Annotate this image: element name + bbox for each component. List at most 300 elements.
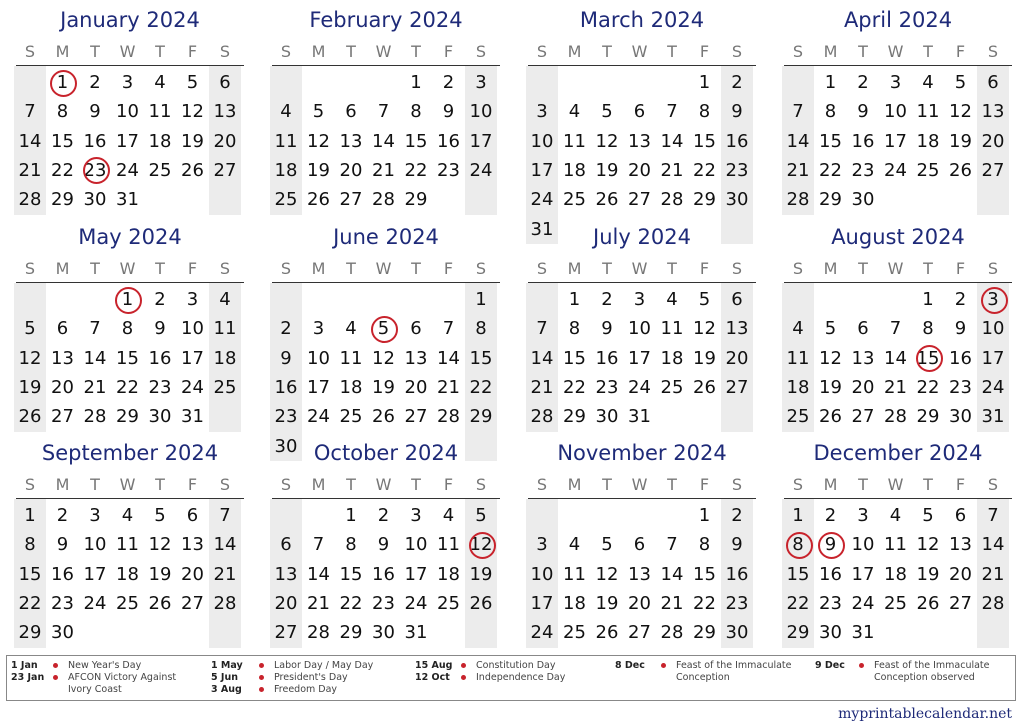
day-cell[interactable]: 12: [307, 130, 330, 152]
day-cell[interactable]: 12: [595, 563, 619, 585]
day-cell[interactable]: 29: [786, 622, 810, 644]
day-cell[interactable]: 10: [116, 101, 139, 123]
day-cell[interactable]: 5: [824, 318, 837, 340]
day-cell[interactable]: 23: [949, 376, 972, 398]
day-cell[interactable]: 14: [530, 347, 554, 369]
day-cell[interactable]: 9: [56, 534, 69, 556]
day-cell[interactable]: 25: [213, 376, 237, 398]
day-cell[interactable]: 10: [628, 318, 651, 340]
day-cell[interactable]: 16: [83, 130, 107, 152]
day-cell[interactable]: 4: [666, 289, 678, 310]
day-cell[interactable]: 21: [18, 159, 42, 181]
day-cell[interactable]: 16: [819, 563, 842, 585]
day-cell[interactable]: 17: [530, 592, 554, 614]
day-cell[interactable]: 22: [693, 159, 716, 181]
day-cell[interactable]: 24: [530, 189, 554, 211]
day-cell[interactable]: 8: [698, 534, 711, 556]
day-cell[interactable]: 28: [786, 189, 810, 211]
day-cell[interactable]: 7: [666, 534, 678, 556]
day-cell[interactable]: 20: [339, 159, 363, 181]
day-cell[interactable]: 27: [949, 592, 972, 614]
day-cell[interactable]: 6: [56, 318, 69, 340]
day-cell[interactable]: 6: [954, 505, 967, 526]
day-cell[interactable]: 1: [698, 505, 711, 526]
day-cell[interactable]: 9: [89, 101, 101, 123]
day-cell[interactable]: 9: [954, 318, 967, 340]
day-cell[interactable]: 3: [857, 505, 869, 526]
day-cell[interactable]: 30: [851, 189, 875, 211]
day-cell[interactable]: 7: [312, 534, 325, 556]
day-cell[interactable]: 1: [698, 72, 711, 93]
day-cell[interactable]: 25: [884, 592, 907, 614]
day-cell[interactable]: 10: [404, 534, 428, 556]
day-cell[interactable]: 13: [949, 534, 972, 556]
day-cell[interactable]: 9: [824, 534, 837, 556]
day-cell[interactable]: 15: [563, 347, 586, 369]
day-cell[interactable]: 10: [181, 318, 204, 340]
day-cell[interactable]: 20: [274, 592, 298, 614]
day-cell[interactable]: 22: [339, 592, 363, 614]
day-cell[interactable]: 10: [981, 318, 1005, 340]
day-cell[interactable]: 12: [595, 130, 619, 152]
day-cell[interactable]: 12: [819, 347, 842, 369]
day-cell[interactable]: 7: [792, 101, 804, 123]
day-cell[interactable]: 21: [660, 159, 684, 181]
day-cell[interactable]: 14: [18, 130, 42, 152]
day-cell[interactable]: 31: [530, 218, 554, 240]
day-cell[interactable]: 14: [372, 130, 395, 152]
day-cell[interactable]: 29: [563, 406, 586, 428]
day-cell[interactable]: 1: [24, 505, 36, 526]
day-cell[interactable]: 27: [628, 189, 651, 211]
day-cell[interactable]: 17: [530, 159, 554, 181]
day-cell[interactable]: 26: [18, 406, 42, 428]
day-cell[interactable]: 20: [725, 347, 749, 369]
day-cell[interactable]: 22: [51, 159, 74, 181]
day-cell[interactable]: 1: [410, 72, 422, 93]
day-cell[interactable]: 17: [83, 563, 107, 585]
day-cell[interactable]: 6: [186, 505, 199, 526]
day-cell[interactable]: 18: [213, 347, 237, 369]
day-cell[interactable]: 8: [698, 101, 711, 123]
day-cell[interactable]: 7: [219, 505, 231, 526]
day-cell[interactable]: 4: [345, 318, 357, 340]
day-cell[interactable]: 8: [345, 534, 357, 556]
day-cell[interactable]: 11: [563, 130, 586, 152]
day-cell[interactable]: 8: [475, 318, 487, 340]
day-cell[interactable]: 30: [372, 622, 395, 644]
day-cell[interactable]: 13: [725, 318, 749, 340]
day-cell[interactable]: 25: [148, 159, 172, 181]
day-cell[interactable]: 11: [213, 318, 237, 340]
day-cell[interactable]: 20: [51, 376, 74, 398]
day-cell[interactable]: 16: [148, 347, 172, 369]
day-cell[interactable]: 9: [601, 318, 613, 340]
day-cell[interactable]: 30: [148, 406, 172, 428]
day-cell[interactable]: 25: [916, 159, 940, 181]
day-cell[interactable]: 5: [154, 505, 166, 526]
day-cell[interactable]: 31: [181, 406, 204, 428]
day-cell[interactable]: 19: [469, 563, 493, 585]
day-cell[interactable]: 10: [884, 101, 907, 123]
day-cell[interactable]: 17: [404, 563, 428, 585]
day-cell[interactable]: 27: [213, 159, 237, 181]
day-cell[interactable]: 20: [628, 592, 651, 614]
day-cell[interactable]: 6: [345, 101, 357, 123]
day-cell[interactable]: 30: [725, 189, 749, 211]
day-cell[interactable]: 23: [595, 376, 619, 398]
day-cell[interactable]: 3: [889, 72, 902, 93]
day-cell[interactable]: 28: [83, 406, 107, 428]
day-cell[interactable]: 8: [24, 534, 36, 556]
day-cell[interactable]: 26: [916, 592, 940, 614]
day-cell[interactable]: 4: [922, 72, 934, 93]
day-cell[interactable]: 5: [601, 534, 613, 556]
day-cell[interactable]: 11: [274, 130, 298, 152]
day-cell[interactable]: 21: [83, 376, 107, 398]
day-cell[interactable]: 19: [819, 376, 842, 398]
day-cell[interactable]: 18: [660, 347, 684, 369]
day-cell[interactable]: 21: [660, 592, 684, 614]
day-cell[interactable]: 17: [851, 563, 875, 585]
day-cell[interactable]: 11: [116, 534, 139, 556]
day-cell[interactable]: 13: [628, 563, 651, 585]
day-cell[interactable]: 17: [628, 347, 651, 369]
day-cell[interactable]: 25: [437, 592, 460, 614]
day-cell[interactable]: 29: [693, 622, 716, 644]
day-cell[interactable]: 20: [981, 130, 1005, 152]
day-cell[interactable]: 26: [469, 592, 493, 614]
day-cell[interactable]: 29: [404, 189, 428, 211]
day-cell[interactable]: 3: [475, 72, 487, 93]
day-cell[interactable]: 21: [372, 159, 395, 181]
day-cell[interactable]: 4: [121, 505, 134, 526]
day-cell[interactable]: 30: [949, 406, 972, 428]
day-cell[interactable]: 28: [437, 406, 460, 428]
day-cell[interactable]: 14: [660, 130, 684, 152]
day-cell[interactable]: 12: [693, 318, 716, 340]
day-cell[interactable]: 12: [469, 534, 493, 556]
day-cell[interactable]: 3: [987, 289, 999, 310]
day-cell[interactable]: 9: [377, 534, 390, 556]
day-cell[interactable]: 30: [725, 622, 749, 644]
day-cell[interactable]: 22: [18, 592, 42, 614]
day-cell[interactable]: 13: [213, 101, 237, 123]
day-cell[interactable]: 9: [731, 101, 743, 123]
day-cell[interactable]: 6: [410, 318, 422, 340]
day-cell[interactable]: 5: [475, 505, 487, 526]
day-cell[interactable]: 19: [595, 159, 619, 181]
day-cell[interactable]: 29: [916, 406, 940, 428]
day-cell[interactable]: 28: [660, 189, 684, 211]
day-cell[interactable]: 8: [56, 101, 69, 123]
day-cell[interactable]: 27: [851, 406, 875, 428]
day-cell[interactable]: 14: [981, 534, 1005, 556]
day-cell[interactable]: 14: [83, 347, 107, 369]
day-cell[interactable]: 1: [824, 72, 837, 93]
day-cell[interactable]: 2: [89, 72, 101, 93]
day-cell[interactable]: 26: [148, 592, 172, 614]
day-cell[interactable]: 9: [154, 318, 166, 340]
day-cell[interactable]: 7: [666, 101, 678, 123]
day-cell[interactable]: 2: [442, 72, 455, 93]
day-cell[interactable]: 1: [922, 289, 934, 310]
day-cell[interactable]: 3: [536, 101, 548, 123]
day-cell[interactable]: 25: [660, 376, 684, 398]
day-cell[interactable]: 28: [307, 622, 330, 644]
day-cell[interactable]: 4: [889, 505, 902, 526]
day-cell[interactable]: 6: [280, 534, 292, 556]
site-brand[interactable]: myprintablecalendar.net: [838, 706, 1012, 722]
day-cell[interactable]: 21: [786, 159, 810, 181]
day-cell[interactable]: 8: [121, 318, 134, 340]
day-cell[interactable]: 3: [312, 318, 325, 340]
day-cell[interactable]: 14: [660, 563, 684, 585]
day-cell[interactable]: 4: [568, 534, 581, 556]
day-cell[interactable]: 2: [954, 289, 967, 310]
day-cell[interactable]: 6: [731, 289, 743, 310]
day-cell[interactable]: 18: [563, 159, 586, 181]
day-cell[interactable]: 13: [404, 347, 428, 369]
day-cell[interactable]: 3: [633, 289, 646, 310]
day-cell[interactable]: 1: [345, 505, 357, 526]
day-cell[interactable]: 2: [377, 505, 390, 526]
day-cell[interactable]: 6: [633, 101, 646, 123]
day-cell[interactable]: 15: [469, 347, 493, 369]
day-cell[interactable]: 5: [601, 101, 613, 123]
day-cell[interactable]: 6: [633, 534, 646, 556]
day-cell[interactable]: 20: [949, 563, 972, 585]
day-cell[interactable]: 12: [181, 101, 204, 123]
day-cell[interactable]: 9: [731, 534, 743, 556]
day-cell[interactable]: 17: [181, 347, 204, 369]
day-cell[interactable]: 9: [442, 101, 455, 123]
day-cell[interactable]: 29: [693, 189, 716, 211]
day-cell[interactable]: 8: [922, 318, 934, 340]
day-cell[interactable]: 30: [51, 622, 74, 644]
day-cell[interactable]: 23: [819, 592, 842, 614]
day-cell[interactable]: 24: [181, 376, 204, 398]
day-cell[interactable]: 24: [116, 159, 139, 181]
day-cell[interactable]: 13: [181, 534, 204, 556]
day-cell[interactable]: 28: [372, 189, 395, 211]
day-cell[interactable]: 3: [186, 289, 199, 310]
day-cell[interactable]: 28: [18, 189, 42, 211]
day-cell[interactable]: 25: [116, 592, 139, 614]
day-cell[interactable]: 16: [372, 563, 395, 585]
day-cell[interactable]: 14: [884, 347, 907, 369]
day-cell[interactable]: 8: [824, 101, 837, 123]
day-cell[interactable]: 10: [83, 534, 107, 556]
day-cell[interactable]: 27: [981, 159, 1005, 181]
day-cell[interactable]: 21: [307, 592, 330, 614]
day-cell[interactable]: 21: [213, 563, 237, 585]
day-cell[interactable]: 28: [981, 592, 1005, 614]
day-cell[interactable]: 20: [404, 376, 428, 398]
day-cell[interactable]: 23: [372, 592, 395, 614]
day-cell[interactable]: 25: [786, 406, 810, 428]
day-cell[interactable]: 5: [954, 72, 967, 93]
day-cell[interactable]: 21: [530, 376, 554, 398]
day-cell[interactable]: 16: [725, 130, 749, 152]
day-cell[interactable]: 18: [339, 376, 363, 398]
day-cell[interactable]: 18: [786, 376, 810, 398]
day-cell[interactable]: 22: [563, 376, 586, 398]
day-cell[interactable]: 2: [857, 72, 869, 93]
day-cell[interactable]: 7: [24, 101, 36, 123]
day-cell[interactable]: 16: [595, 347, 619, 369]
day-cell[interactable]: 9: [280, 347, 292, 369]
day-cell[interactable]: 8: [792, 534, 804, 556]
day-cell[interactable]: 9: [857, 101, 869, 123]
day-cell[interactable]: 17: [469, 130, 493, 152]
day-cell[interactable]: 1: [792, 505, 804, 526]
day-cell[interactable]: 21: [981, 563, 1005, 585]
day-cell[interactable]: 15: [916, 347, 940, 369]
day-cell[interactable]: 1: [568, 289, 581, 310]
day-cell[interactable]: 24: [307, 406, 330, 428]
day-cell[interactable]: 10: [530, 130, 554, 152]
day-cell[interactable]: 24: [981, 376, 1005, 398]
day-cell[interactable]: 11: [786, 347, 810, 369]
day-cell[interactable]: 24: [83, 592, 107, 614]
day-cell[interactable]: 7: [536, 318, 548, 340]
day-cell[interactable]: 21: [884, 376, 907, 398]
day-cell[interactable]: 11: [437, 534, 460, 556]
day-cell[interactable]: 27: [628, 622, 651, 644]
day-cell[interactable]: 7: [442, 318, 455, 340]
day-cell[interactable]: 6: [219, 72, 231, 93]
day-cell[interactable]: 30: [819, 622, 842, 644]
day-cell[interactable]: 11: [916, 101, 940, 123]
day-cell[interactable]: 12: [949, 101, 972, 123]
day-cell[interactable]: 10: [530, 563, 554, 585]
day-cell[interactable]: 29: [339, 622, 363, 644]
day-cell[interactable]: 22: [404, 159, 428, 181]
day-cell[interactable]: 2: [56, 505, 69, 526]
day-cell[interactable]: 31: [404, 622, 428, 644]
day-cell[interactable]: 1: [475, 289, 487, 310]
day-cell[interactable]: 25: [274, 189, 298, 211]
day-cell[interactable]: 31: [116, 189, 139, 211]
day-cell[interactable]: 14: [213, 534, 237, 556]
day-cell[interactable]: 26: [819, 406, 842, 428]
day-cell[interactable]: 15: [404, 130, 428, 152]
day-cell[interactable]: 23: [83, 159, 107, 181]
day-cell[interactable]: 29: [819, 189, 842, 211]
day-cell[interactable]: 18: [148, 130, 172, 152]
day-cell[interactable]: 28: [884, 406, 907, 428]
day-cell[interactable]: 6: [987, 72, 999, 93]
day-cell[interactable]: 27: [51, 406, 74, 428]
day-cell[interactable]: 23: [148, 376, 172, 398]
day-cell[interactable]: 19: [148, 563, 172, 585]
day-cell[interactable]: 13: [339, 130, 363, 152]
day-cell[interactable]: 19: [693, 347, 716, 369]
day-cell[interactable]: 30: [83, 189, 107, 211]
day-cell[interactable]: 11: [660, 318, 684, 340]
day-cell[interactable]: 15: [51, 130, 74, 152]
day-cell[interactable]: 15: [819, 130, 842, 152]
day-cell[interactable]: 12: [916, 534, 940, 556]
day-cell[interactable]: 2: [731, 505, 743, 526]
day-cell[interactable]: 20: [851, 376, 875, 398]
day-cell[interactable]: 16: [437, 130, 460, 152]
day-cell[interactable]: 27: [339, 189, 363, 211]
day-cell[interactable]: 26: [595, 189, 619, 211]
day-cell[interactable]: 19: [18, 376, 42, 398]
day-cell[interactable]: 5: [377, 318, 390, 340]
day-cell[interactable]: 13: [981, 101, 1005, 123]
day-cell[interactable]: 13: [628, 130, 651, 152]
day-cell[interactable]: 29: [469, 406, 493, 428]
day-cell[interactable]: 26: [949, 159, 972, 181]
day-cell[interactable]: 8: [410, 101, 422, 123]
day-cell[interactable]: 5: [312, 101, 325, 123]
day-cell[interactable]: 2: [824, 505, 837, 526]
day-cell[interactable]: 24: [530, 622, 554, 644]
day-cell[interactable]: 19: [181, 130, 204, 152]
day-cell[interactable]: 10: [469, 101, 493, 123]
day-cell[interactable]: 16: [851, 130, 875, 152]
day-cell[interactable]: 16: [725, 563, 749, 585]
day-cell[interactable]: 11: [884, 534, 907, 556]
day-cell[interactable]: 21: [437, 376, 460, 398]
day-cell[interactable]: 13: [274, 563, 298, 585]
day-cell[interactable]: 24: [469, 159, 493, 181]
day-cell[interactable]: 22: [916, 376, 940, 398]
day-cell[interactable]: 3: [121, 72, 134, 93]
day-cell[interactable]: 2: [731, 72, 743, 93]
day-cell[interactable]: 8: [568, 318, 581, 340]
day-cell[interactable]: 14: [437, 347, 460, 369]
day-cell[interactable]: 15: [786, 563, 810, 585]
day-cell[interactable]: 24: [628, 376, 651, 398]
day-cell[interactable]: 22: [693, 592, 716, 614]
day-cell[interactable]: 4: [154, 72, 166, 93]
day-cell[interactable]: 7: [889, 318, 902, 340]
day-cell[interactable]: 11: [148, 101, 172, 123]
day-cell[interactable]: 23: [51, 592, 74, 614]
day-cell[interactable]: 14: [786, 130, 810, 152]
day-cell[interactable]: 27: [404, 406, 428, 428]
day-cell[interactable]: 23: [437, 159, 460, 181]
day-cell[interactable]: 31: [981, 406, 1005, 428]
day-cell[interactable]: 12: [18, 347, 42, 369]
day-cell[interactable]: 18: [274, 159, 298, 181]
day-cell[interactable]: 4: [442, 505, 455, 526]
day-cell[interactable]: 4: [568, 101, 581, 123]
day-cell[interactable]: 7: [987, 505, 999, 526]
day-cell[interactable]: 19: [372, 376, 395, 398]
day-cell[interactable]: 27: [181, 592, 204, 614]
day-cell[interactable]: 14: [307, 563, 330, 585]
day-cell[interactable]: 4: [219, 289, 231, 310]
day-cell[interactable]: 16: [949, 347, 972, 369]
day-cell[interactable]: 5: [698, 289, 711, 310]
day-cell[interactable]: 5: [186, 72, 199, 93]
day-cell[interactable]: 29: [51, 189, 74, 211]
day-cell[interactable]: 17: [307, 376, 330, 398]
day-cell[interactable]: 22: [469, 376, 493, 398]
day-cell[interactable]: 13: [851, 347, 875, 369]
day-cell[interactable]: 11: [563, 563, 586, 585]
day-cell[interactable]: 18: [437, 563, 460, 585]
day-cell[interactable]: 11: [339, 347, 363, 369]
day-cell[interactable]: 20: [181, 563, 204, 585]
day-cell[interactable]: 26: [693, 376, 716, 398]
day-cell[interactable]: 29: [116, 406, 139, 428]
